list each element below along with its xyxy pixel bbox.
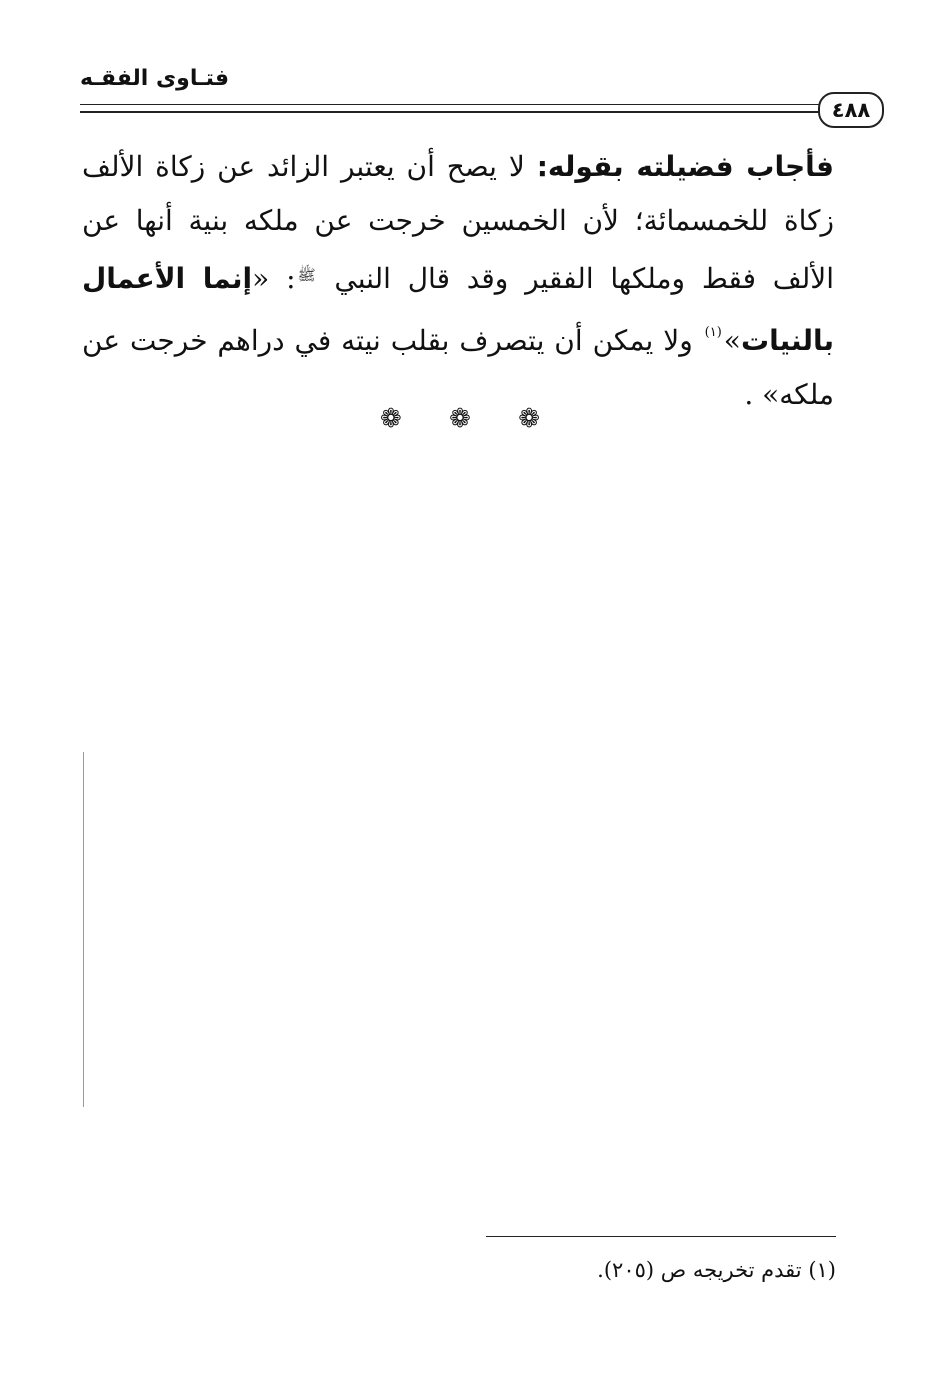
honorific-symbol: ﷺ — [297, 266, 316, 284]
hadith-quote: إنما الأعمال بالنيات — [82, 262, 834, 357]
answer-text-part: لا يصح أن يعتبر الزائد عن زكاة الألف زكاة للخمسمائة؛ لأن الخمسين خرجت عن ملكه بنية أنها عن الألف فقط وملكها الفقير وقد قال النبي — [82, 150, 834, 295]
scan-margin-line — [83, 752, 84, 1107]
answer-lead: فأجاب فضيلته بقوله: — [536, 150, 834, 183]
section-separator — [380, 404, 540, 434]
answer-text-part: » — [723, 324, 741, 357]
header-rule-thick — [80, 111, 820, 113]
answer-text-part: ولا يمكن أن يتصرف بقلب نيته في دراهم خرجت عن ملكه» . — [82, 324, 834, 411]
separator-star-icon: ❁ — [518, 404, 540, 434]
page-number-badge: ٤٨٨ — [818, 92, 884, 128]
header-rule — [80, 104, 820, 105]
footnote: (١) تقدم تخريجه ص (٢٠٥). — [597, 1258, 836, 1282]
answer-text-part: : « — [252, 262, 296, 295]
running-title: فتـاوى الفقـه — [80, 66, 229, 91]
footnote-reference: (١) — [704, 325, 722, 340]
separator-star-icon: ❁ — [380, 404, 402, 434]
footnote-rule — [486, 1236, 836, 1237]
fatwa-answer-paragraph — [82, 140, 834, 422]
separator-star-icon: ❁ — [449, 404, 471, 434]
